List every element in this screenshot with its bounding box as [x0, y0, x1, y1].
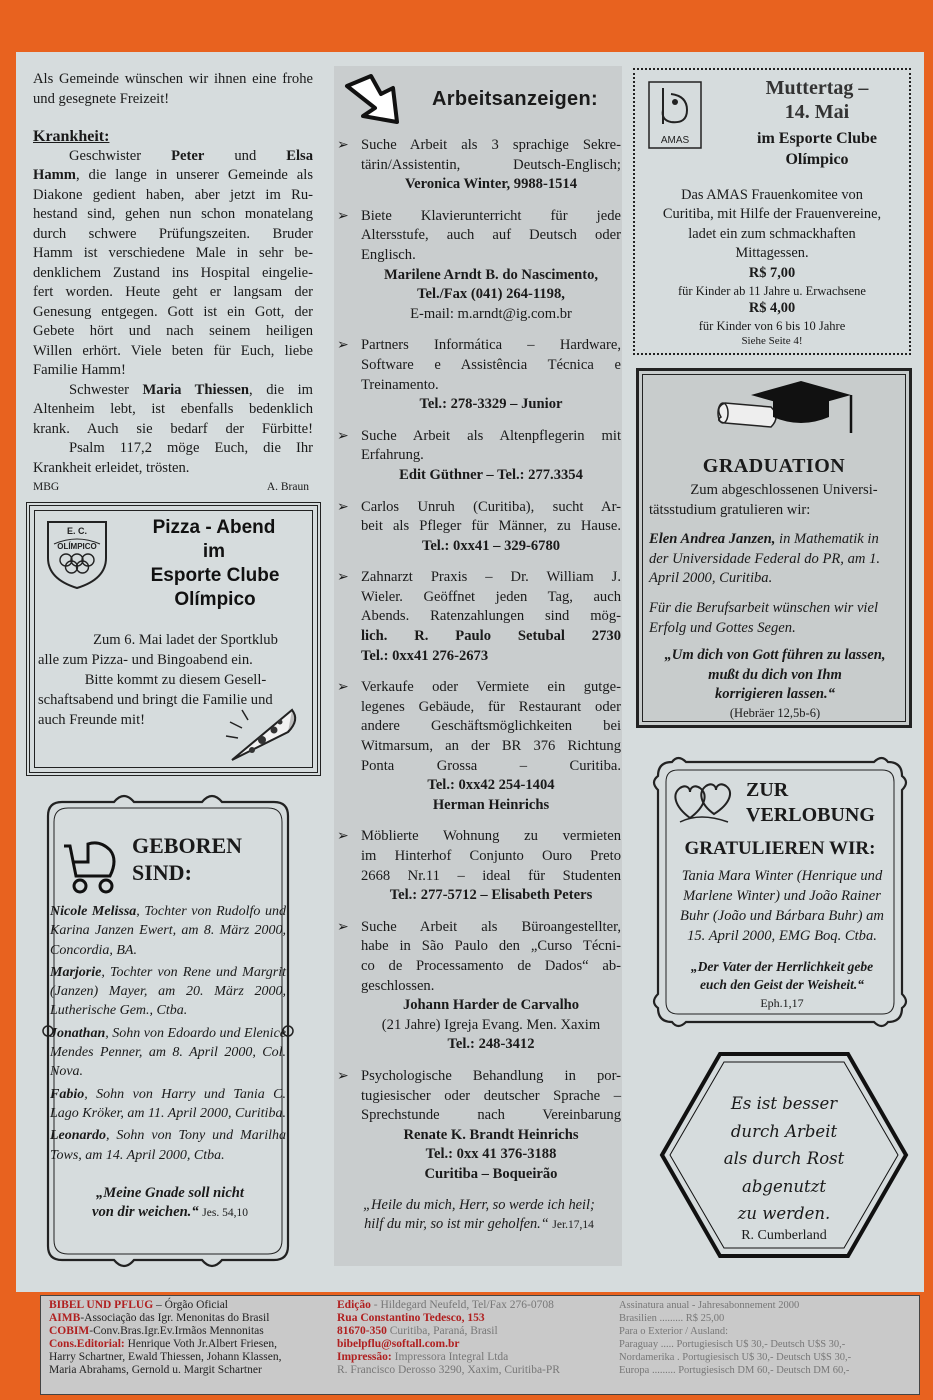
muttertag-line-2: Curitiba, mit Hilfe der Frauenvereine, [662, 206, 882, 223]
verlobung-title-2: VERLOBUNG [746, 804, 875, 826]
job-ad [337, 918, 621, 1055]
verlobung-line-3: Buhr (João und Bárbara Buhr) am [680, 908, 884, 924]
footer-line [337, 1351, 617, 1364]
footer-line [337, 1325, 617, 1338]
verlobung-title-3: GRATULIEREN WIR: [684, 838, 876, 859]
muttertag-title-4: Olímpico [785, 151, 849, 168]
job-ad-line: Johann Harder de Carvalho [402, 997, 580, 1014]
birth-detail: , Tochter von Rene und Margrit (Janzen) Mayer, am 20. März 2000, Lutherische Gem., Ctba. [50, 964, 286, 1019]
footer-line [337, 1299, 617, 1312]
pizza-body-2: alle zum Pizza- und Bingoabend ein. [38, 652, 253, 668]
footer-line [49, 1338, 329, 1351]
krankheit-title: Krankheit: [33, 128, 110, 145]
job-ad [337, 336, 621, 414]
arbeit-line-3: als durch Rost [723, 1149, 845, 1168]
footer-label: 81670-350 [337, 1325, 387, 1337]
arrow-bullet-icon: ➢ [337, 207, 349, 224]
birth-entry [50, 1126, 286, 1165]
muttertag-title-3: im Esporte Clube [757, 130, 877, 147]
footer-col-1 [49, 1299, 329, 1377]
job-ad-line: Suche Arbeit als Altenpflegerin mit [361, 427, 621, 444]
job-ad-line: Tel.: 0xx41 276-2673 [361, 647, 489, 664]
job-ad-line: Edit Güthner – Tel.: 277.3354 [399, 466, 583, 483]
job-ad-line: Suche Arbeit als 3 sprachige Sekre- [361, 137, 621, 153]
arrow-bullet-icon: ➢ [337, 137, 349, 153]
muttertag-title-1: Muttertag – [765, 77, 869, 99]
job-ad-line: Altersstufe, auch auf Deutsch oder [361, 227, 621, 244]
muttertag-price-2: R$ 4,00 [748, 300, 796, 317]
footer-text: Henrique Voth Jr.Albert Friesen, [124, 1338, 277, 1350]
birth-name: Jonathan [50, 1025, 106, 1041]
job-ad-line: Tel.: 277-5712 – Elisabeth Peters [389, 887, 593, 904]
krankheit-line: Familie Hamm! [33, 362, 126, 378]
geboren-quote-1: „Meine Gnade soll nicht [96, 1185, 244, 1201]
job-ad-line: im Hinterhof Conjunto Ouro Preto [361, 848, 621, 864]
verlobung-line-1: Tania Mara Winter (Henrique und [681, 868, 883, 884]
krankheit-line: Genesung entgegen. Gott ist ein Gott, der [33, 303, 313, 320]
arbeit-line-5: zu werden. [737, 1204, 831, 1223]
job-ad-line: Abends. Ratenzahlungen sind mög- [361, 608, 621, 625]
krankheit-line: durch schwere Prüfungszeiten. Bruder [33, 225, 313, 242]
amas-logo-text: AMAS [660, 135, 690, 146]
muttertag-line-1: Das AMAS Frauenkomitee von [681, 187, 863, 203]
job-ad-line: tärin/Assistentin, Deutsch-Englisch; [361, 156, 621, 173]
graduation-box [636, 368, 912, 728]
footer-col-3 [619, 1299, 915, 1377]
krankheit-line: hestand sind, gehen nun schon monatelang [33, 206, 313, 222]
verlobung-line-4: 15. April 2000, EMG Boq. Ctba. [687, 928, 877, 944]
geboren-box [34, 786, 302, 1276]
footer-line [337, 1338, 617, 1351]
arbeit-line-4: abgenutzt [742, 1176, 826, 1196]
muttertag-box [633, 68, 911, 355]
arbeitsanzeigen-title: Arbeitsanzeigen: [432, 88, 598, 110]
pizza-title-3: Esporte Clube [150, 565, 280, 586]
graduation-detail-2: der Universidade Federal do PR, am 1. [649, 550, 881, 567]
job-ad-line: Witmarsum, an der BR 376 Richtung [361, 738, 621, 755]
job-ad [337, 498, 621, 557]
muttertag-price-1: R$ 7,00 [748, 264, 796, 281]
job-ad-line: Ponta Grossa – Curitiba. [361, 757, 621, 774]
arrow-bullet-icon: ➢ [337, 679, 349, 696]
job-ad [337, 207, 621, 325]
footer-line [49, 1351, 329, 1364]
geboren-title-2: SIND: [132, 860, 192, 885]
footer-label: bibelpflu@softall.com.br [337, 1338, 460, 1350]
job-ad [337, 678, 621, 815]
footer-label: AIMB [49, 1312, 81, 1324]
footer-label: COBIM [49, 1325, 90, 1337]
footer-text: Impressora Integral Ltda [391, 1351, 509, 1363]
job-ad-line: Herman Heinrichs [432, 796, 550, 813]
arrow-icon [343, 72, 411, 128]
pizza-slice-icon [222, 702, 302, 764]
job-ad [337, 827, 621, 905]
graduation-wish-1: Für die Berufsarbeit wünschen wir viel [649, 599, 879, 616]
krankheit-line: Krankheit erleidet, trösten. [33, 459, 190, 476]
job-ad-line: Tel.: 0xx41 – 329-6780 [421, 537, 561, 554]
baby-carriage-icon [60, 836, 122, 896]
job-ad-line: (21 Jahre) Igreja Evang. Men. Xaxim [381, 1016, 601, 1033]
muttertag-price-2-note: für Kinder von 6 bis 10 Jahre [698, 319, 846, 334]
verlobung-quote-1: „Der Vater der Herrlichkeit gebe [690, 959, 874, 974]
job-ad-text [361, 336, 621, 414]
closing-quote-1: „Heile du mich, Herr, so werde ich heil; [363, 1197, 595, 1213]
footer-label: BIBEL UND PFLUG [49, 1299, 154, 1311]
verlobung-title-1: ZUR [746, 779, 789, 801]
footer-line [49, 1312, 329, 1325]
krankheit-line: Geschwister Peter und Elsa [69, 147, 313, 164]
job-ad-line: Tel.: 0xx42 254-1404 [427, 777, 555, 794]
arrow-bullet-icon: ➢ [337, 427, 349, 444]
footer-text: - Hildegard Neufeld, Tel/Fax 276-0708 [370, 1299, 554, 1311]
arrow-bullet-icon: ➢ [337, 337, 349, 354]
job-ad-line: Möblierte Wohnung zu vermieten [361, 828, 621, 845]
footer-line: Paraguay ..... Portugiesisch U$ 30,- Deutsch U$S 30,- [619, 1339, 846, 1350]
muttertag-see: Siehe Seite 4! [741, 335, 803, 348]
job-ad-line: Zahnarzt Praxis – Dr. William J. [361, 569, 621, 586]
job-ad-line: Partners Informática – Hardware, [361, 337, 621, 354]
footer-col-2 [337, 1299, 617, 1377]
birth-name: Fabio [50, 1086, 85, 1102]
graduation-cap-icon [711, 377, 861, 445]
graduation-detail-1: in Mathematik in [779, 531, 879, 548]
job-ad-line: lich. R. Paulo Setubal 2730 [361, 628, 621, 645]
arrow-bullet-icon: ➢ [337, 828, 349, 845]
arbeit-author: R. Cumberland [741, 1228, 827, 1243]
amas-logo [647, 80, 703, 152]
arrow-bullet-icon: ➢ [337, 1067, 349, 1084]
footer-line [337, 1312, 617, 1325]
krankheit-line: Hamm ist verschiedene Male in sehr be- [33, 245, 313, 261]
krankheit-line: fert worden. Heute geht er langsam der [33, 284, 313, 300]
graduation-name: Elen Andrea Janzen, [649, 531, 776, 548]
column-left [33, 70, 313, 494]
geboren-list [50, 902, 286, 1168]
pizza-body-1: Zum 6. Mai ladet der Sportklub [93, 632, 278, 648]
footer-text: -Conv.Bras.Igr.Ev.Irmãos Mennonitas [89, 1325, 264, 1337]
job-ad-line: beit als Pfleger für Männer, zu Hause. [361, 518, 621, 535]
job-ad-line: co de Processamento de Dados“ ab- [361, 957, 621, 974]
signature-right: A. Braun [266, 481, 309, 493]
birth-entry [50, 1085, 286, 1124]
verlobung-box [646, 752, 914, 1032]
arbeit-line-1: Es ist besser [730, 1094, 838, 1113]
muttertag-line-3: ladet ein zum schmackhaften [688, 225, 856, 242]
job-ad [337, 136, 621, 195]
geboren-title-1: GEBOREN [132, 833, 243, 858]
footer-line [49, 1364, 329, 1377]
footer-line: Para o Exterior / Ausland: [619, 1326, 729, 1337]
job-ad-line: Marilene Arndt B. do Nascimento, [383, 266, 599, 283]
muttertag-line-4: Mittagessen. [735, 245, 809, 262]
job-ad-line: Psychologische Behandlung in por- [361, 1067, 621, 1084]
intro-text: Als Gemeinde wünschen wir ihnen eine frohe und gesegnete Freizeit! [33, 71, 313, 107]
closing-quote-2: hilf du mir, so ist mir geholfen.“ [364, 1216, 549, 1232]
footer-text: Harry Schartner, Ewald Thiessen, Johann Klassen, [49, 1351, 282, 1363]
footer-label: Edição [337, 1299, 371, 1311]
footer-line [49, 1299, 329, 1312]
job-ad-text [361, 207, 621, 325]
birth-entry [50, 1024, 286, 1082]
birth-detail: , Sohn von Harry und Tania C. Lago Kröker, am 11. April 2000, Curitiba. [50, 1086, 286, 1121]
pizza-body-5: auch Freunde mit! [38, 712, 145, 728]
job-ad-line: Tel./Fax (041) 264-1198, [417, 286, 565, 303]
graduation-quote-2: mußt du dich von Ihm [708, 666, 842, 683]
job-ad-line: Veronica Winter, 9988-1514 [404, 176, 578, 193]
job-ad-line: Renate K. Brandt Heinrichs [403, 1126, 579, 1143]
krankheit-line: krank. Auch sie bedarf der Fürbitte! [33, 420, 313, 437]
job-ad-line: Carlos Unruh (Curitiba), sucht Ar- [361, 498, 621, 515]
krankheit-line: Diakone gedient haben, aber jetzt im Ru- [33, 186, 313, 203]
birth-name: Nicole Melissa [50, 904, 137, 919]
job-ad-line: E-mail: m.arndt@ig.com.br [410, 305, 572, 322]
footer-line: Assinatura anual - Jahresabonnement 2000 [619, 1300, 800, 1311]
job-ad-text [361, 918, 621, 1055]
job-ad-line: Biete Klavierunterricht für jede [361, 207, 621, 224]
krankheit-line: Schwester Maria Thiessen, die im [69, 381, 313, 398]
job-ad-line: Sprechstunde nach Vereinbarung [361, 1107, 621, 1124]
job-ad-line: habe in São Paulo den „Curso Técni- [361, 938, 621, 955]
footer-line: Europa ......... Portugiesisch DM 60,- Deutsch DM 60,- [619, 1365, 850, 1376]
job-ad-line: legenes Gebäude, für Restaurant oder [361, 698, 621, 715]
pizza-title-2: im [202, 540, 226, 562]
footer-label: Cons.Editorial: [49, 1338, 125, 1350]
graduation-wish-2: Erfolg und Gottes Segen. [649, 619, 796, 636]
arbeit-line-2: durch Arbeit [730, 1121, 838, 1141]
graduation-title: GRADUATION [702, 455, 846, 477]
graduation-intro-2: tätsstudium gratulieren wir: [649, 501, 811, 518]
job-ad-text [361, 136, 621, 195]
job-ad-text [361, 568, 621, 666]
footer-line: Brasilien ......... R$ 25,00 [619, 1313, 725, 1324]
footer-label: Rua Constantino Tedesco, 153 [337, 1312, 485, 1324]
job-ad-line: andere Geschäftsmöglichkeiten bei [361, 718, 621, 735]
muttertag-price-1-note: für Kinder ab 11 Jahre u. Erwachsene [677, 284, 866, 299]
job-ad-line: Curitiba – Boqueirão [424, 1165, 558, 1182]
pizza-body-3: Bitte kommt zu diesem Gesell- [84, 672, 267, 688]
signature-left: MBG [33, 481, 60, 493]
krankheit-line: Willen erhört. Viele beten für Euch, liebe [33, 342, 313, 359]
footer-label: Impressão: [337, 1351, 392, 1363]
footer-text: R. Francisco Derosso 3290, Xaxim, Curitiba-PR [337, 1364, 560, 1376]
job-ad-line: Englisch. [361, 246, 416, 263]
graduation-intro-1: Zum abgeschlossenen Universi- [690, 482, 878, 498]
logo-name-text: OLÍMPICO [57, 542, 97, 551]
krankheit-line: Altenheim lebt, ist ebenfalls bedenklich [33, 401, 313, 417]
krankheit-line: Gebete hört und nach seinem heiligen [33, 323, 313, 339]
job-ad-text [361, 498, 621, 557]
footer-line [49, 1325, 329, 1338]
job-ad-line: geschlossen. [361, 977, 435, 994]
muttertag-title-2: 14. Mai [784, 101, 850, 123]
ads-list [337, 136, 621, 1197]
footer-text: – Órgão Oficial [153, 1299, 229, 1311]
job-ad-text [361, 827, 621, 905]
birth-detail: , Sohn von Tony und Marilha Tows, am 14. April 2000, Ctba. [50, 1128, 286, 1163]
geboren-quote-ref: Jes. 54,10 [202, 1207, 248, 1219]
pizza-title-4: Olímpico [174, 588, 256, 610]
krankheit-line: Hamm, die lange in unserer Gemeinde als [33, 167, 313, 183]
job-ad [337, 568, 621, 666]
verlobung-line-2: Marlene Winter) und João Rainer [683, 888, 881, 904]
job-ad-line: Tel.: 278-3329 – Junior [419, 396, 563, 413]
job-ad-line: Treinamento. [361, 376, 439, 393]
verlobung-quote-2: euch den Geist der Weisheit.“ [699, 977, 865, 992]
logo-top-text: E. C. [66, 526, 88, 536]
geboren-quote-2: von dir weichen.“ [92, 1204, 199, 1220]
birth-detail: , Tochter von Rudolfo und Karina Janzen Ewert, am 8. März 2000, Concordia, BA. [50, 904, 287, 958]
closing-quote-ref: Jer.17,14 [552, 1219, 594, 1231]
arbeit-quote-box [658, 1050, 910, 1260]
krankheit-line: Psalm 117,2 möge Euch, die Ihr [69, 440, 313, 456]
job-ad-line: tugiesischer oder deutscher Sprache – [361, 1087, 621, 1104]
job-ad-line: Wieler. Geöffnet jeden Tag, auch [361, 588, 621, 605]
job-ad-line: Tel.: 0xx 41 376-3188 [425, 1146, 557, 1163]
job-ad-line: 2668 Nr.11 – ideal für Studenten [361, 867, 621, 884]
birth-entry [50, 963, 286, 1021]
pizza-body-4: schaftsabend und bringt die Familie und [38, 692, 273, 708]
job-ad-line: Verkaufe oder Vermiete ein gutge- [361, 679, 621, 696]
job-ad-line: Suche Arbeit als Büroangestellter, [361, 918, 621, 935]
graduation-quote-1: „Um dich von Gott führen zu lassen, [664, 647, 886, 664]
footer-line [337, 1364, 617, 1377]
krankheit-line: denklichem Zustand ins Hospital eingelie- [33, 264, 313, 281]
pizza-abend-box [26, 502, 321, 776]
footer-text: Curitiba, Paraná, Brasil [386, 1325, 498, 1337]
birth-entry [50, 902, 286, 960]
job-ad-line: Software e Assistência Técnica e [361, 356, 621, 373]
arrow-bullet-icon: ➢ [337, 918, 349, 935]
job-ad-text [361, 1067, 621, 1185]
verlobung-ref: Eph.1,17 [760, 996, 804, 1010]
hearts-icon [670, 778, 736, 826]
job-ad [337, 1067, 621, 1185]
job-ad-line: Tel.: 248-3412 [447, 1036, 535, 1053]
impressum-footer [40, 1295, 920, 1395]
graduation-detail-3: April 2000, Curitiba. [649, 570, 773, 587]
arrow-bullet-icon: ➢ [337, 569, 349, 586]
job-ad-text [361, 678, 621, 815]
job-ad [337, 427, 621, 486]
graduation-quote-3: korrigieren lassen.“ [714, 686, 835, 703]
birth-detail: , Sohn von Edoardo und Elenice Mendes Penner, am 8. April 2000, Col. Nova. [50, 1025, 286, 1080]
footer-line: Nordamerika . Portugiesisch U$ 30,- Deutsch U$S 30,- [619, 1352, 852, 1363]
job-ad-line: Erfahrung. [361, 447, 424, 464]
footer-text: -Associação das Igr. Menonitas do Brasil [80, 1312, 270, 1324]
arrow-bullet-icon: ➢ [337, 498, 349, 515]
pizza-title-1: Pizza - Abend [152, 517, 276, 538]
krankheit-body [33, 147, 313, 479]
birth-name: Marjorie [50, 964, 102, 980]
birth-name: Leonardo [50, 1128, 106, 1144]
job-ad-text [361, 427, 621, 486]
graduation-ref: (Hebräer 12,5b-6) [729, 705, 821, 720]
footer-text: Maria Abrahams, Gernold u. Margit Schartner [49, 1364, 262, 1376]
